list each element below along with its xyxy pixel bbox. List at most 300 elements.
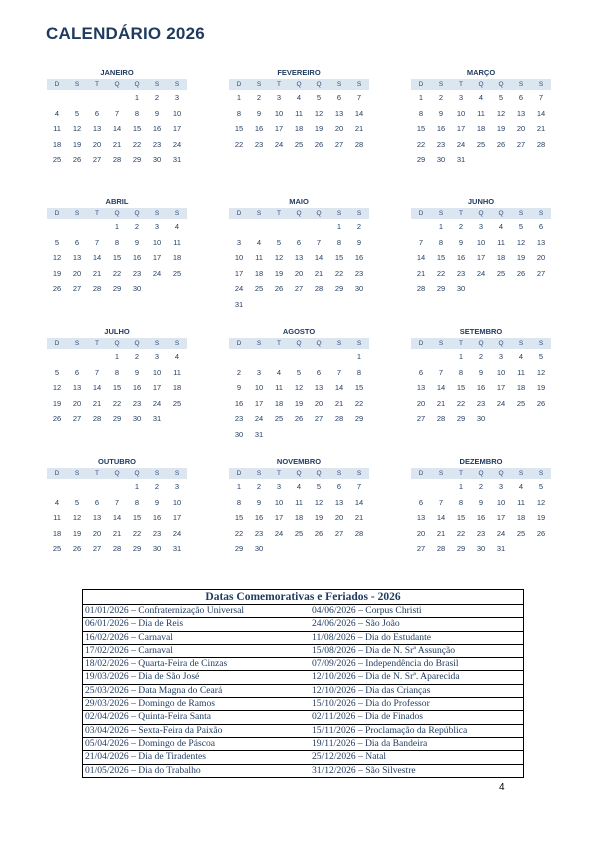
weekday-label: D bbox=[54, 210, 60, 217]
month-name: AGOSTO bbox=[282, 327, 316, 336]
day-cell: 21 bbox=[354, 124, 364, 133]
weekday-label: S bbox=[174, 210, 180, 217]
day-cell: 16 bbox=[456, 253, 466, 262]
weekday-label: S bbox=[356, 470, 362, 477]
day-empty bbox=[249, 349, 269, 365]
day-cell: 28 bbox=[92, 414, 102, 423]
day-cell: 31 bbox=[172, 155, 182, 164]
day-empty bbox=[229, 219, 249, 235]
day-empty bbox=[87, 349, 107, 365]
day-cell: 3 bbox=[498, 352, 504, 361]
day-cell: 18 bbox=[52, 139, 62, 149]
day-cell: 7 bbox=[356, 482, 362, 491]
day-cell: 1 bbox=[134, 482, 140, 491]
day-cell: 5 bbox=[498, 93, 504, 102]
weekday-header bbox=[47, 208, 187, 219]
day-grid bbox=[47, 349, 187, 427]
day-cell: 16 bbox=[132, 383, 142, 392]
day-cell: 25 bbox=[516, 398, 526, 408]
day-cell: 20 bbox=[416, 398, 426, 408]
day-cell: 20 bbox=[72, 268, 82, 278]
day-cell: 6 bbox=[336, 93, 342, 102]
day-cell: 13 bbox=[72, 383, 82, 392]
day-cell: 21 bbox=[334, 398, 344, 408]
weekday-label: T bbox=[277, 340, 281, 347]
holiday-right: 31/12/2026 – São Silvestre bbox=[312, 764, 416, 776]
day-cell: 23 bbox=[254, 139, 264, 149]
day-cell: 17 bbox=[172, 513, 182, 522]
day-cell: 25 bbox=[496, 268, 506, 278]
holiday-row bbox=[83, 605, 523, 618]
weekday-label: S bbox=[336, 340, 342, 347]
day-cell: 8 bbox=[134, 497, 140, 507]
day-cell: 17 bbox=[234, 268, 244, 278]
holiday-right: 19/11/2026 – Dia da Bandeira bbox=[312, 737, 428, 749]
day-cell: 18 bbox=[476, 124, 486, 133]
weekday-label: S bbox=[518, 81, 524, 88]
day-cell: 5 bbox=[538, 482, 544, 491]
day-cell: 27 bbox=[314, 414, 324, 423]
day-cell: 8 bbox=[418, 108, 424, 118]
weekday-label: D bbox=[418, 210, 424, 217]
day-cell: 15 bbox=[234, 124, 244, 133]
day-grid bbox=[411, 349, 551, 427]
day-cell: 19 bbox=[72, 139, 82, 149]
day-cell: 24 bbox=[456, 139, 466, 149]
month-5 bbox=[229, 196, 369, 312]
weekday-label: S bbox=[256, 470, 262, 477]
day-cell: 27 bbox=[92, 544, 102, 553]
day-cell: 16 bbox=[152, 513, 162, 522]
day-cell: 2 bbox=[134, 222, 140, 231]
weekday-label: Q bbox=[498, 340, 504, 347]
day-cell: 11 bbox=[295, 497, 303, 507]
day-cell: 27 bbox=[334, 139, 344, 149]
day-cell: 11 bbox=[295, 108, 303, 118]
holiday-right: 15/08/2026 – Dia de N. Srª Assunção bbox=[312, 644, 456, 656]
day-cell: 11 bbox=[497, 237, 505, 247]
day-cell: 31 bbox=[254, 429, 264, 439]
day-cell: 31 bbox=[456, 155, 466, 164]
month-2 bbox=[229, 67, 369, 152]
weekday-label: S bbox=[174, 81, 180, 88]
day-cell: 7 bbox=[438, 367, 444, 377]
day-cell: 24 bbox=[254, 414, 264, 423]
day-cell: 19 bbox=[294, 398, 304, 408]
day-cell: 3 bbox=[174, 482, 180, 491]
day-empty bbox=[411, 349, 431, 365]
day-cell: 6 bbox=[336, 482, 342, 491]
holiday-right: 07/09/2026 – Independência do Brasil bbox=[312, 658, 459, 670]
day-cell: 9 bbox=[458, 237, 464, 247]
day-cell: 30 bbox=[476, 414, 486, 423]
day-cell: 8 bbox=[134, 108, 140, 118]
weekday-label: D bbox=[54, 81, 60, 88]
day-cell: 22 bbox=[112, 398, 122, 408]
day-empty bbox=[87, 219, 107, 235]
day-cell: 6 bbox=[316, 367, 322, 377]
weekday-label: T bbox=[95, 81, 99, 88]
holiday-row bbox=[83, 658, 523, 671]
day-cell: 24 bbox=[496, 398, 506, 408]
day-empty bbox=[411, 219, 431, 235]
day-empty bbox=[47, 90, 67, 106]
day-cell: 18 bbox=[516, 383, 526, 392]
day-cell: 17 bbox=[476, 253, 486, 262]
day-cell: 4 bbox=[174, 352, 180, 361]
day-cell: 13 bbox=[536, 237, 546, 247]
day-cell: 17 bbox=[274, 513, 284, 522]
holiday-right: 15/11/2026 – Proclamação da República bbox=[312, 724, 468, 736]
weekday-label: S bbox=[74, 81, 80, 88]
weekday-label: S bbox=[356, 340, 362, 347]
day-cell: 5 bbox=[276, 237, 282, 247]
day-cell: 22 bbox=[436, 268, 446, 278]
day-cell: 20 bbox=[334, 513, 344, 522]
day-cell: 27 bbox=[72, 414, 82, 423]
weekday-label: T bbox=[277, 81, 281, 88]
day-cell: 5 bbox=[316, 482, 322, 491]
day-cell: 16 bbox=[436, 124, 446, 133]
day-empty bbox=[47, 219, 67, 235]
weekday-label: D bbox=[418, 340, 424, 347]
day-cell: 28 bbox=[536, 139, 546, 149]
day-cell: 29 bbox=[112, 284, 122, 293]
day-cell: 9 bbox=[134, 367, 140, 377]
day-cell: 5 bbox=[296, 367, 302, 377]
day-cell: 6 bbox=[518, 93, 524, 102]
holiday-row bbox=[83, 698, 523, 711]
day-grid bbox=[229, 479, 369, 557]
day-cell: 16 bbox=[254, 124, 264, 133]
day-cell: 4 bbox=[54, 108, 60, 118]
weekday-label: Q bbox=[296, 210, 302, 217]
day-cell: 22 bbox=[234, 528, 244, 538]
day-cell: 29 bbox=[436, 284, 446, 293]
day-cell: 10 bbox=[274, 497, 284, 507]
day-cell: 3 bbox=[154, 352, 160, 361]
day-cell: 12 bbox=[274, 253, 284, 262]
day-cell: 10 bbox=[496, 497, 506, 507]
day-cell: 30 bbox=[354, 284, 364, 293]
day-cell: 11 bbox=[173, 237, 181, 247]
day-cell: 21 bbox=[112, 528, 122, 538]
day-empty bbox=[309, 219, 329, 235]
day-cell: 9 bbox=[236, 383, 242, 392]
day-cell: 16 bbox=[476, 383, 486, 392]
month-name: OUTUBRO bbox=[98, 457, 136, 466]
day-cell: 19 bbox=[314, 513, 324, 522]
day-cell: 30 bbox=[436, 155, 446, 164]
day-cell: 20 bbox=[92, 139, 102, 149]
day-cell: 26 bbox=[72, 155, 82, 164]
day-cell: 25 bbox=[274, 414, 284, 423]
day-cell: 8 bbox=[438, 237, 444, 247]
holiday-row bbox=[83, 711, 523, 724]
day-cell: 27 bbox=[334, 528, 344, 538]
day-grid bbox=[47, 90, 187, 168]
day-cell: 3 bbox=[478, 222, 484, 231]
holiday-right: 02/11/2026 – Dia de Finados bbox=[312, 711, 424, 723]
holiday-row bbox=[83, 618, 523, 631]
day-empty bbox=[269, 219, 289, 235]
day-cell: 24 bbox=[234, 284, 244, 293]
day-cell: 3 bbox=[236, 237, 242, 247]
day-cell: 27 bbox=[72, 284, 82, 293]
day-cell: 23 bbox=[132, 268, 142, 278]
day-empty bbox=[309, 349, 329, 365]
day-empty bbox=[411, 479, 431, 495]
day-cell: 26 bbox=[294, 414, 304, 423]
month-name: MARÇO bbox=[466, 68, 496, 77]
holiday-left: 21/04/2026 – Dia de Tiradentes bbox=[85, 751, 206, 763]
weekday-label: Q bbox=[316, 340, 322, 347]
day-cell: 4 bbox=[478, 93, 484, 102]
day-cell: 16 bbox=[152, 124, 162, 133]
day-cell: 12 bbox=[314, 497, 324, 507]
day-empty bbox=[87, 90, 107, 106]
weekday-label: S bbox=[74, 210, 80, 217]
day-cell: 19 bbox=[536, 513, 546, 522]
day-cell: 29 bbox=[334, 284, 344, 293]
day-cell: 25 bbox=[172, 268, 182, 278]
month-name: JUNHO bbox=[467, 197, 495, 206]
weekday-label: Q bbox=[114, 470, 120, 477]
day-cell: 15 bbox=[132, 513, 142, 522]
day-cell: 5 bbox=[54, 367, 60, 377]
day-cell: 10 bbox=[456, 108, 466, 118]
day-cell: 20 bbox=[92, 528, 102, 538]
weekday-label: T bbox=[459, 210, 463, 217]
day-cell: 23 bbox=[354, 268, 364, 278]
holiday-row bbox=[83, 765, 523, 777]
day-cell: 22 bbox=[354, 398, 364, 408]
day-cell: 9 bbox=[478, 497, 484, 507]
month-7 bbox=[47, 326, 187, 427]
weekday-label: Q bbox=[134, 470, 140, 477]
day-cell: 5 bbox=[74, 497, 80, 507]
day-cell: 21 bbox=[436, 528, 446, 538]
day-cell: 11 bbox=[275, 383, 283, 392]
day-cell: 9 bbox=[154, 108, 160, 118]
day-cell: 2 bbox=[256, 93, 262, 102]
day-cell: 18 bbox=[496, 253, 506, 262]
day-cell: 28 bbox=[354, 528, 364, 538]
day-cell: 12 bbox=[52, 383, 62, 392]
weekday-label: S bbox=[256, 340, 262, 347]
day-cell: 4 bbox=[296, 482, 302, 491]
month-name: DEZEMBRO bbox=[459, 457, 503, 466]
weekday-label: Q bbox=[296, 470, 302, 477]
day-cell: 29 bbox=[416, 155, 426, 164]
day-cell: 15 bbox=[132, 124, 142, 133]
day-empty bbox=[431, 349, 451, 365]
weekday-label: S bbox=[336, 470, 342, 477]
weekday-header bbox=[411, 208, 551, 219]
month-name: MAIO bbox=[289, 197, 309, 206]
day-cell: 2 bbox=[458, 222, 464, 231]
day-cell: 24 bbox=[476, 268, 486, 278]
day-cell: 10 bbox=[152, 367, 162, 377]
day-cell: 23 bbox=[476, 398, 486, 408]
day-cell: 18 bbox=[294, 124, 304, 133]
day-cell: 27 bbox=[294, 284, 304, 293]
day-cell: 28 bbox=[112, 155, 122, 164]
day-cell: 7 bbox=[418, 237, 424, 247]
day-cell: 23 bbox=[132, 398, 142, 408]
day-cell: 6 bbox=[296, 237, 302, 247]
day-cell: 22 bbox=[334, 268, 344, 278]
weekday-header bbox=[47, 79, 187, 90]
holiday-right: 12/10/2026 – Dia das Crianças bbox=[312, 684, 431, 696]
weekday-label: Q bbox=[134, 210, 140, 217]
day-cell: 7 bbox=[94, 237, 100, 247]
weekday-label: T bbox=[95, 340, 99, 347]
weekday-label: D bbox=[54, 340, 60, 347]
day-cell: 24 bbox=[172, 139, 182, 149]
day-cell: 8 bbox=[336, 237, 342, 247]
day-cell: 26 bbox=[314, 139, 324, 149]
day-grid bbox=[47, 479, 187, 557]
day-cell: 3 bbox=[256, 367, 262, 377]
holiday-left: 17/02/2026 – Carnaval bbox=[85, 644, 173, 656]
day-cell: 12 bbox=[72, 513, 82, 522]
day-cell: 31 bbox=[172, 544, 182, 553]
day-cell: 11 bbox=[173, 367, 181, 377]
weekday-header bbox=[411, 338, 551, 349]
day-cell: 13 bbox=[92, 513, 102, 522]
weekday-label: S bbox=[438, 81, 444, 88]
day-cell: 24 bbox=[274, 139, 284, 149]
day-cell: 9 bbox=[438, 108, 444, 118]
day-cell: 19 bbox=[52, 398, 62, 408]
day-cell: 19 bbox=[52, 268, 62, 278]
day-cell: 22 bbox=[234, 139, 244, 149]
holiday-left: 16/02/2026 – Carnaval bbox=[85, 631, 173, 643]
holiday-left: 18/02/2026 – Quarta-Feira de Cinzas bbox=[85, 658, 228, 670]
day-cell: 3 bbox=[276, 482, 282, 491]
month-4 bbox=[47, 196, 187, 297]
day-cell: 14 bbox=[314, 253, 324, 262]
day-cell: 24 bbox=[152, 268, 162, 278]
day-cell: 18 bbox=[516, 513, 526, 522]
day-cell: 21 bbox=[92, 398, 102, 408]
day-cell: 28 bbox=[436, 414, 446, 423]
weekday-label: S bbox=[538, 470, 544, 477]
day-cell: 7 bbox=[356, 93, 362, 102]
day-cell: 23 bbox=[152, 528, 162, 538]
day-cell: 13 bbox=[92, 124, 102, 133]
weekday-label: S bbox=[154, 210, 160, 217]
day-cell: 1 bbox=[114, 222, 120, 231]
day-cell: 11 bbox=[477, 108, 485, 118]
day-cell: 10 bbox=[172, 108, 182, 118]
weekday-label: S bbox=[256, 210, 262, 217]
day-cell: 10 bbox=[476, 237, 486, 247]
day-empty bbox=[229, 349, 249, 365]
weekday-label: Q bbox=[498, 470, 504, 477]
holiday-row bbox=[83, 632, 523, 645]
day-cell: 20 bbox=[536, 253, 546, 262]
day-cell: 21 bbox=[416, 268, 426, 278]
day-cell: 30 bbox=[152, 544, 162, 553]
day-empty bbox=[87, 479, 107, 495]
day-cell: 3 bbox=[276, 93, 282, 102]
day-cell: 14 bbox=[436, 383, 446, 392]
day-cell: 22 bbox=[456, 398, 466, 408]
day-cell: 6 bbox=[94, 497, 100, 507]
day-cell: 26 bbox=[536, 528, 546, 538]
day-cell: 14 bbox=[436, 513, 446, 522]
holiday-row bbox=[83, 671, 523, 684]
weekday-label: S bbox=[174, 340, 180, 347]
holiday-right: 12/10/2026 – Dia de N. Srª. Aparecida bbox=[312, 671, 460, 683]
weekday-label: S bbox=[336, 81, 342, 88]
day-cell: 2 bbox=[154, 482, 160, 491]
day-cell: 8 bbox=[458, 497, 464, 507]
day-cell: 10 bbox=[496, 367, 506, 377]
day-cell: 27 bbox=[416, 544, 426, 553]
weekday-label: T bbox=[459, 81, 463, 88]
day-cell: 13 bbox=[72, 253, 82, 262]
month-9 bbox=[411, 326, 551, 427]
day-cell: 3 bbox=[458, 93, 464, 102]
day-cell: 1 bbox=[438, 222, 444, 231]
day-cell: 21 bbox=[436, 398, 446, 408]
weekday-label: T bbox=[277, 470, 281, 477]
day-cell: 23 bbox=[456, 268, 466, 278]
weekday-label: T bbox=[95, 470, 99, 477]
day-cell: 14 bbox=[92, 253, 102, 262]
day-cell: 23 bbox=[152, 139, 162, 149]
weekday-label: S bbox=[336, 210, 342, 217]
day-empty bbox=[67, 479, 87, 495]
day-cell: 12 bbox=[536, 367, 546, 377]
day-cell: 14 bbox=[334, 383, 344, 392]
holiday-left: 19/03/2026 – Dia de São José bbox=[85, 671, 200, 683]
weekday-header bbox=[229, 208, 369, 219]
day-cell: 9 bbox=[256, 497, 262, 507]
day-cell: 2 bbox=[478, 352, 484, 361]
weekday-label: Q bbox=[316, 470, 322, 477]
day-cell: 30 bbox=[476, 544, 486, 553]
holiday-row bbox=[83, 685, 523, 698]
day-empty bbox=[289, 219, 309, 235]
day-cell: 25 bbox=[172, 398, 182, 408]
day-cell: 2 bbox=[356, 222, 362, 231]
month-name: FEVEREIRO bbox=[277, 68, 321, 77]
day-cell: 30 bbox=[234, 429, 244, 439]
day-cell: 28 bbox=[92, 284, 102, 293]
day-cell: 12 bbox=[536, 497, 546, 507]
day-cell: 15 bbox=[354, 383, 364, 392]
day-cell: 4 bbox=[276, 367, 282, 377]
weekday-label: S bbox=[154, 81, 160, 88]
day-cell: 17 bbox=[152, 253, 162, 262]
day-grid bbox=[229, 349, 369, 442]
month-8 bbox=[229, 326, 369, 442]
weekday-label: Q bbox=[114, 81, 120, 88]
holiday-row bbox=[83, 725, 523, 738]
weekday-header bbox=[47, 338, 187, 349]
day-cell: 12 bbox=[314, 108, 324, 118]
day-cell: 29 bbox=[354, 414, 364, 423]
day-cell: 14 bbox=[536, 108, 546, 118]
day-empty bbox=[107, 90, 127, 106]
day-cell: 5 bbox=[54, 237, 60, 247]
weekday-label: S bbox=[518, 340, 524, 347]
day-cell: 30 bbox=[132, 414, 142, 423]
